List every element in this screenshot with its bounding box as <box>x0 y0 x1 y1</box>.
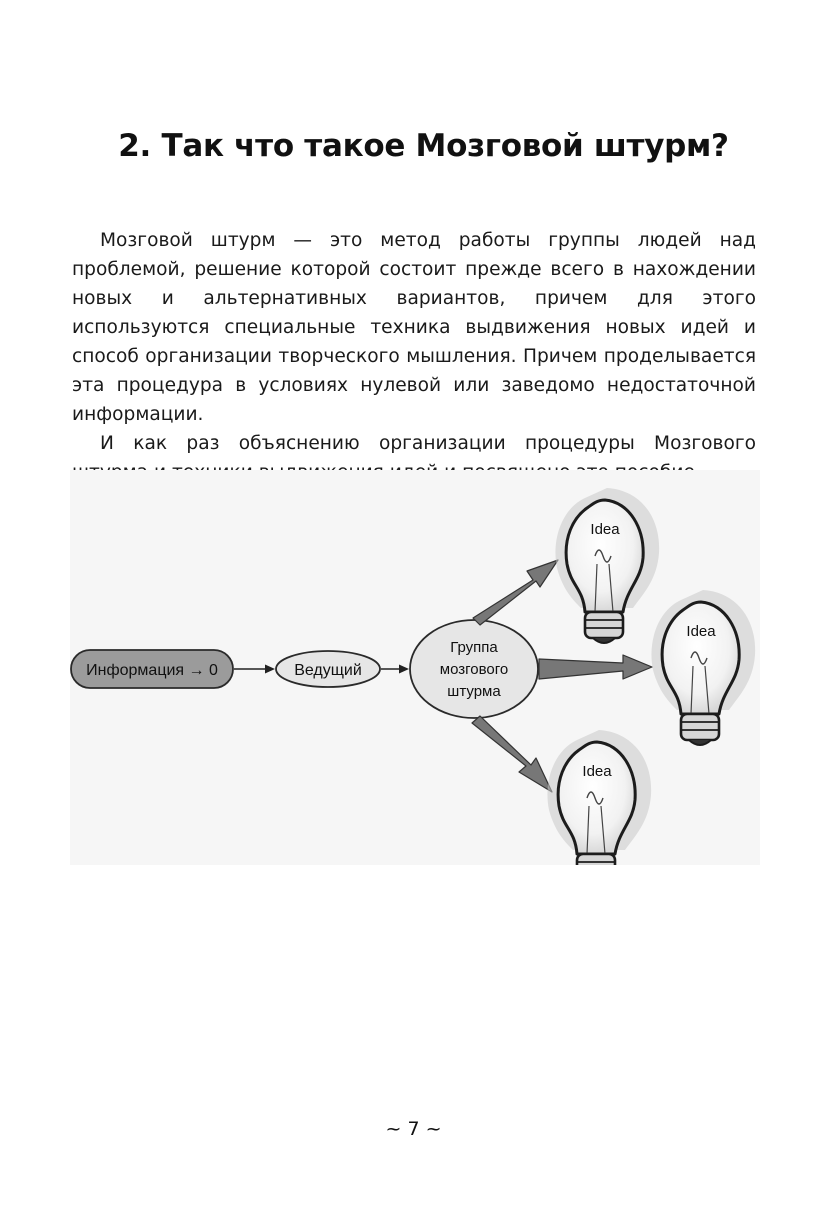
body-text <box>72 226 756 487</box>
leader-node <box>276 651 380 687</box>
idea-bulb-bottom <box>547 730 651 865</box>
info-node-label: Информация → 0 <box>86 662 218 679</box>
arrow-leader-to-group <box>381 665 409 674</box>
brainstorm-diagram <box>70 470 760 865</box>
info-node <box>71 650 233 688</box>
idea-bulb-top-label: Idea <box>590 521 620 538</box>
group-node-line-2: мозгового <box>439 661 509 678</box>
idea-bulb-middle-label: Idea <box>686 623 716 640</box>
idea-bulb-middle <box>651 590 755 745</box>
group-node-line-3: штурма <box>447 683 501 700</box>
paragraph-1: Мозговой штурм — это метод работы группы людей над проблемой, решение которой состоит прежде всего в нахождении новых и альтернативных вариантов, причем для этого используются специальные техника выдвижения новых идей и способ организации творческого мышления. Причем проделывается эта процедура в условиях нулевой или заведомо недостаточной информации. <box>72 230 756 425</box>
arrow-group-to-idea-top <box>473 560 558 625</box>
arrow-group-to-idea-bottom <box>472 716 552 792</box>
arrow-group-to-idea-middle <box>539 655 652 679</box>
arrow-info-to-leader <box>234 665 275 674</box>
idea-bulb-bottom-label: Idea <box>582 763 612 780</box>
paragraph-2: И как раз объяснению организации процедуры Мозгового <box>100 433 756 454</box>
group-node <box>410 620 538 718</box>
page-title: 2. Так что такое Мозговой штурм? <box>118 128 729 164</box>
leader-node-label: Ведущий <box>294 662 362 679</box>
group-node-line-1: Группа <box>450 639 498 656</box>
page-number: ~ 7 ~ <box>385 1118 442 1140</box>
idea-bulb-top <box>555 488 659 643</box>
